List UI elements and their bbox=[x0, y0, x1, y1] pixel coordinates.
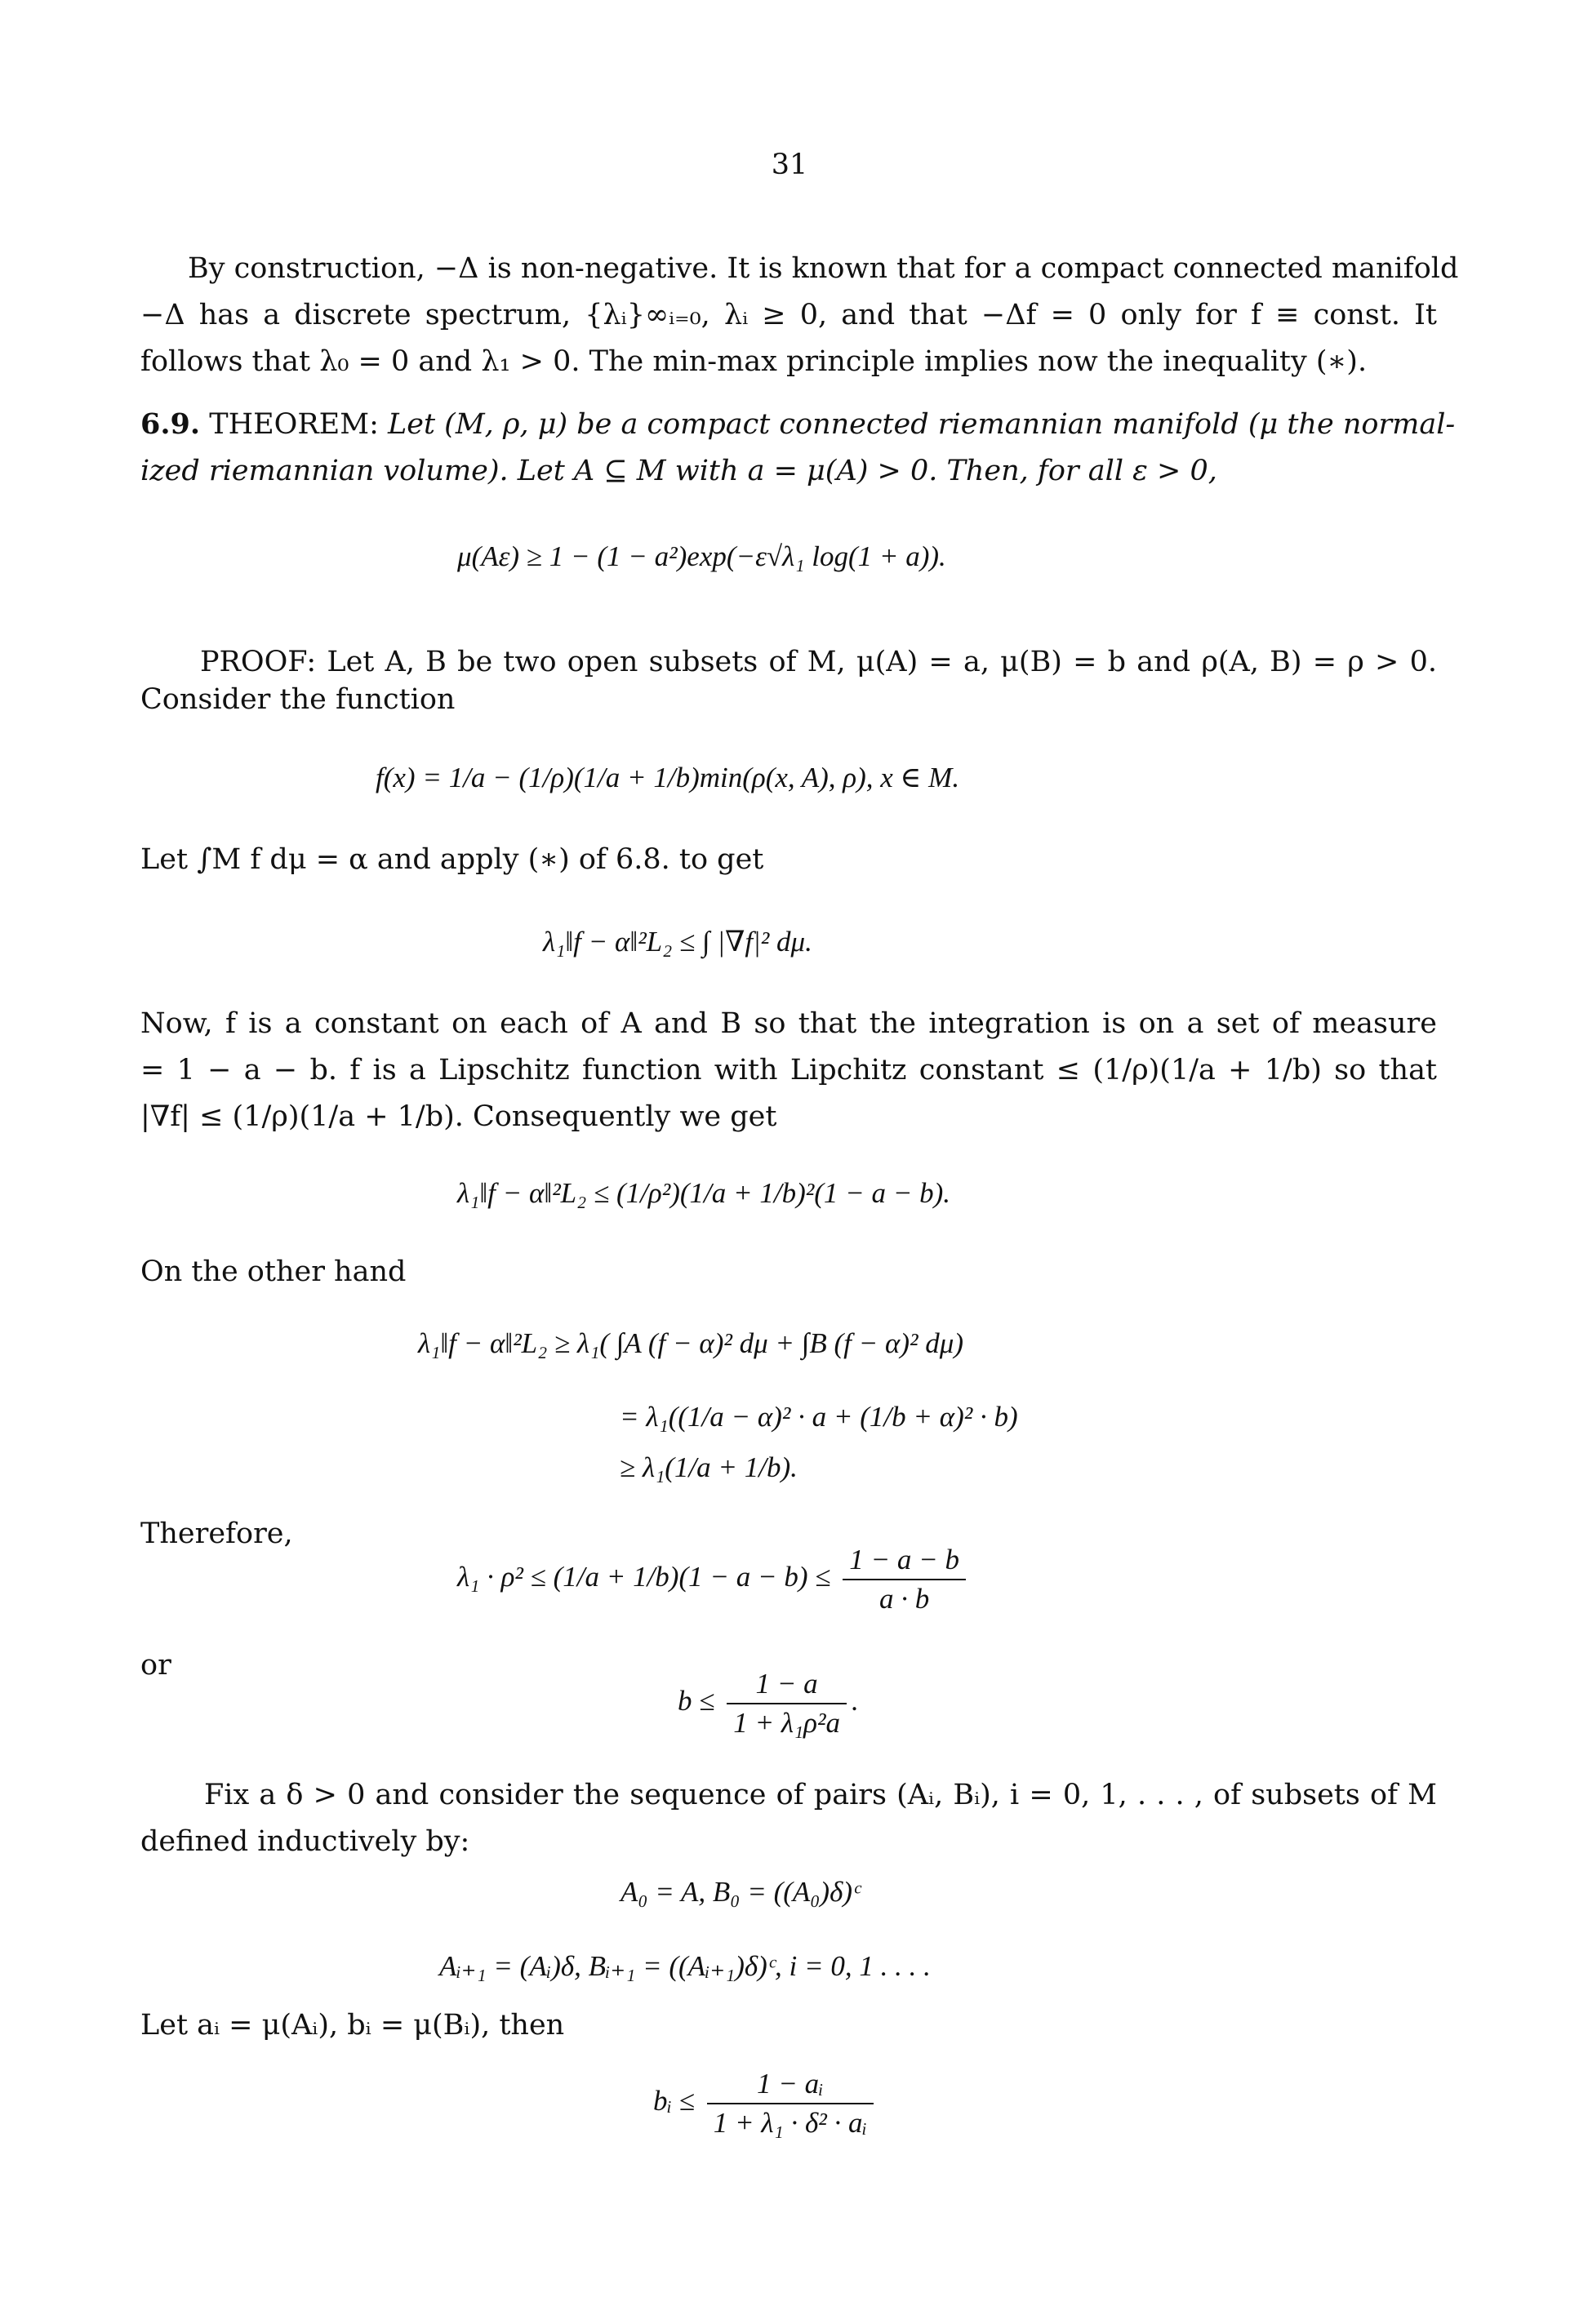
fraction-therefore bbox=[843, 1541, 966, 1618]
theorem-formula: μ(Aε) ≥ 1 − (1 − a²)exp(−ε√λ₁ log(1 + a)). bbox=[457, 540, 946, 572]
fix-line1: Fix a δ > 0 and consider the sequence of pairs (Aᵢ, Bᵢ), i = 0, 1, . . . , of subsets of M bbox=[204, 1779, 1437, 1811]
formula-therefore-left: λ₁ · ρ² ≤ (1/a + 1/b)(1 − a − b) ≤ bbox=[457, 1561, 831, 1593]
formula-ineq2: λ₁‖f − α‖²L₂ ≤ (1/ρ²)(1/a + 1/b)²(1 − a − b). bbox=[457, 1177, 951, 1209]
fraction-therefore-denominator: a · b bbox=[878, 1583, 930, 1615]
theorem-statement bbox=[140, 405, 1456, 444]
formula-or-left: b ≤ bbox=[678, 1685, 715, 1717]
formula-oh3: ≥ λ₁(1/a + 1/b). bbox=[620, 1451, 798, 1483]
fraction-or-denominator: 1 + λ₁ρ²a bbox=[733, 1707, 840, 1739]
proof-line1: PROOF: Let A, B be two open subsets of M, μ(A) = a, μ(B) = b and ρ(A, B) = ρ > 0. bbox=[200, 646, 1437, 678]
fix-line2: defined inductively by: bbox=[140, 1825, 470, 1858]
fraction-or-numerator: 1 − a bbox=[727, 1665, 847, 1704]
fraction-bi-numerator: 1 − aᵢ bbox=[707, 2065, 874, 2104]
fraction-therefore-numerator: 1 − a − b bbox=[843, 1541, 966, 1580]
fraction-bi bbox=[707, 2065, 874, 2142]
para1-line1: By construction, −Δ is non-negative. It is known that for a compact connected manifold bbox=[188, 252, 1459, 285]
or-word: or bbox=[140, 1649, 171, 1682]
fraction-bi-denominator: 1 + λ₁ · δ² · aᵢ bbox=[713, 2107, 867, 2139]
formula-bi-left: bᵢ ≤ bbox=[653, 2085, 695, 2117]
other-hand: On the other hand bbox=[140, 1255, 407, 1288]
therefore: Therefore, bbox=[140, 1517, 293, 1550]
now-line2: = 1 − a − b. f is a Lipschitz function with Lipchitz constant ≤ (1/ρ)(1/a + 1/b) so that bbox=[140, 1054, 1437, 1086]
let-ai: Let aᵢ = μ(Aᵢ), bᵢ = μ(Bᵢ), then bbox=[140, 2009, 565, 2042]
theorem-line1: Let (M, ρ, μ) be a compact connected riemannian manifold (μ the normal- bbox=[388, 408, 1456, 441]
formula-def1: A₀ = A, B₀ = ((A₀)δ)ᶜ bbox=[620, 1876, 861, 1908]
theorem-label: THEOREM: bbox=[209, 408, 379, 441]
now-line3: |∇f| ≤ (1/ρ)(1/a + 1/b). Consequently we get bbox=[140, 1100, 777, 1133]
formula-therefore bbox=[457, 1541, 971, 1618]
para1-line2: −Δ has a discrete spectrum, {λᵢ}∞ᵢ₌₀, λᵢ ≥ 0, and that −Δf = 0 only for f ≡ const. It bbox=[140, 299, 1437, 331]
para1-line3: follows that λ₀ = 0 and λ₁ > 0. The min-max principle implies now the inequality (∗). bbox=[140, 345, 1368, 378]
formula-f: f(x) = 1/a − (1/ρ)(1/a + 1/b)min(ρ(x, A), ρ), x ∈ M. bbox=[376, 762, 960, 793]
formula-ineq1: λ₁‖f − α‖²L₂ ≤ ∫ |∇f|² dμ. bbox=[543, 926, 812, 958]
formula-def2: Aᵢ₊₁ = (Aᵢ)δ, Bᵢ₊₁ = ((Aᵢ₊₁)δ)ᶜ, i = 0, 1 . . . . bbox=[439, 1950, 931, 1982]
theorem-line2: ized riemannian volume). Let A ⊆ M with a = μ(A) > 0. Then, for all ε > 0, bbox=[140, 455, 1217, 487]
now-line1: Now, f is a constant on each of A and B so that the integration is on a set of measure bbox=[140, 1007, 1437, 1040]
formula-oh2: = λ₁((1/a − α)² · a + (1/b + α)² · b) bbox=[620, 1401, 1018, 1433]
page-number: 31 bbox=[771, 149, 808, 181]
formula-bi bbox=[653, 2065, 878, 2142]
let-line: Let ∫M f dμ = α and apply (∗) of 6.8. to get bbox=[140, 843, 764, 876]
formula-oh1: λ₁‖f − α‖²L₂ ≥ λ₁( ∫A (f − α)² dμ + ∫B (f − α)² dμ) bbox=[418, 1327, 964, 1359]
proof-line2: Consider the function bbox=[140, 683, 456, 716]
formula-or-end: . bbox=[851, 1685, 859, 1717]
fraction-or bbox=[727, 1665, 847, 1742]
theorem-number: 6.9. bbox=[140, 407, 201, 441]
formula-or bbox=[678, 1665, 859, 1742]
